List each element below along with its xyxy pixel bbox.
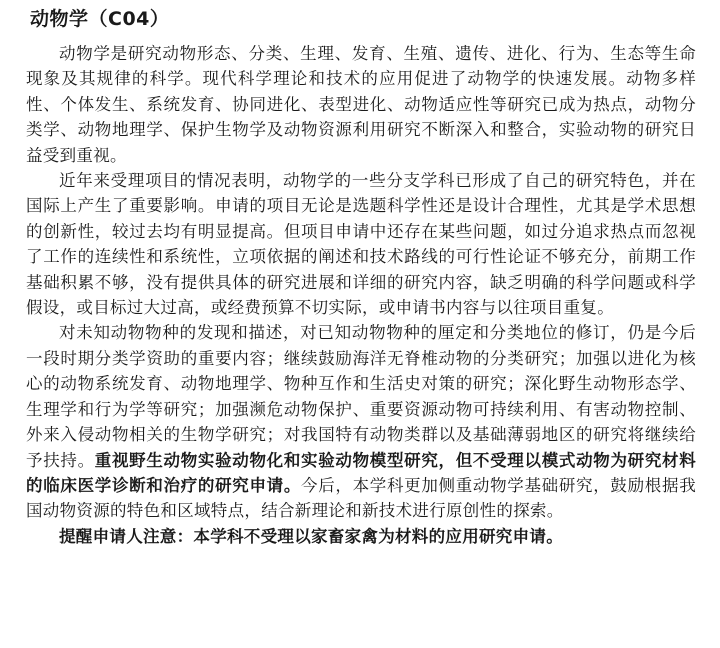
priorities-text: 对未知动物物种的发现和描述，对已知动物物种的厘定和分类地位的修订，仍是今后一段时期分类学资助的重要内容；继续鼓励海洋无脊椎动物的分类研究；加强以进化为核心的动物系统发育、动物地理学、物种互作和生活史对策的研究；深化野生动物形态学、生理学和行为学等研究；加强濒危动物保护、重要资源动物可持续利用、有害动物控制、外来入侵动物相关的生物学研究；对我国特有动物类群以及基础薄弱地区的研究将继续给予扶持。: [26, 323, 696, 470]
paragraph-review: 近年来受理项目的情况表明，动物学的一些分支学科已形成了自己的研究特色，并在国际上产生了重要影响。申请的项目无论是选题科学性还是设计合理性，尤其是学术思想的创新性，较过去均有明显提高。但项目申请中还存在某些问题，如过分追求热点而忽视了工作的连续性和系统性，立项依据的阐述和技术路线的可行性论证不够充分，前期工作基础积累不够，没有提供具体的研究进展和详细的研究内容，缺乏明确的科学问题或科学假设，或目标过大过高，或经费预算不切实际，或申请书内容与以往项目重复。: [26, 171, 696, 318]
applicant-note: 提醒申请人注意：本学科不受理以家畜家禽为材料的应用研究申请。: [59, 526, 563, 546]
priorities-text-after: 今后，本学科更加侧重动物学基础研究，鼓励根据我国动物资源的特色和区域特点，结合新理论和新技术进行原创性的探索。: [26, 475, 696, 521]
document-page: [26, 6, 696, 549]
paragraph-intro: 动物学是研究动物形态、分类、生理、发育、生殖、遗传、进化、行为、生态等生命现象及其规律的科学。现代科学理论和技术的应用促进了动物学的快速发展。动物多样性、个体发生、系统发育、协同进化、表型进化、动物适应性等研究已成为热点，动物分类学、动物地理学、保护生物学及动物资源利用研究不断深入和整合，实验动物的研究日益受到重视。: [26, 44, 696, 165]
paragraph-funding-priorities: [26, 320, 696, 523]
section-title: 动物学（C04）: [30, 8, 170, 30]
priorities-bold-text: 重视野生动物实验动物化和实验动物模型研究，但不受理以模式动物为研究材料的临床医学诊断和治疗的研究申请。: [26, 450, 697, 495]
